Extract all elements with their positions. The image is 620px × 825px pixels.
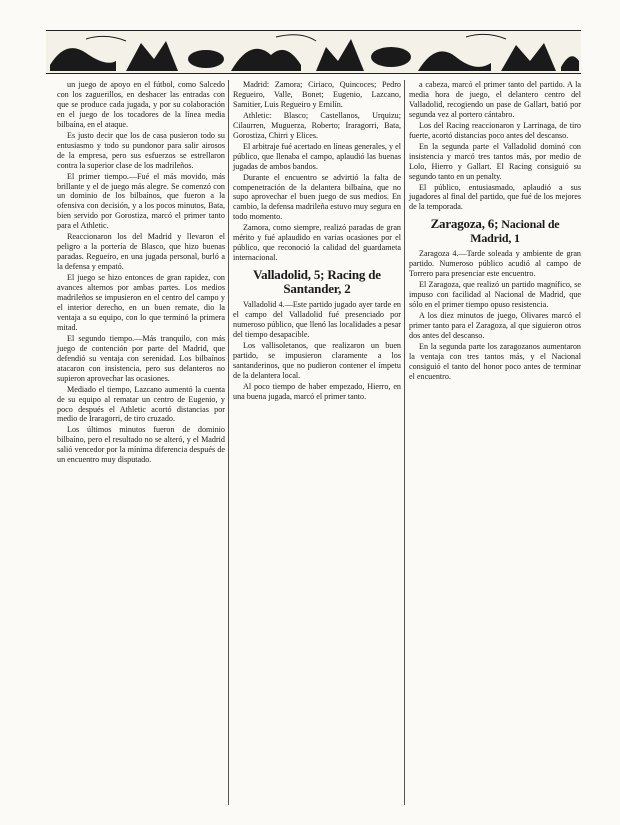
paragraph: En la segunda parte el Valladolid dominó con insistencia y marcó tres tantos más, por medio de Lolo, Hierro y Gallart. El Racing consiguió su segundo tanto en un penalty.: [409, 141, 581, 181]
paragraph: El arbitraje fué acertado en líneas generales, y el público, que llenaba el campo, aplaudió las buenas jugadas de ambos bandos.: [233, 141, 401, 171]
paragraph: un juego de apoyo en el fútbol, como Salcedo con los zaguerillos, en deshacer las entradas con que se produce cada jugada, y por su colaboración en el juego de los tocadores de la línea media bilbaína, en el ataque.: [57, 80, 225, 129]
paragraph: Los últimos minutos fueron de dominio bilbaíno, pero el resultado no se alteró, y el Madrid salió vencedor por la mínima diferencia después de un encuentro muy disputado.: [57, 425, 225, 465]
column-rule: [228, 80, 229, 805]
paragraph: Valladolid 4.—Este partido jugado ayer tarde en el campo del Valladolid fué presenciado por numeroso público, que llenó las localidades a pesar del tiempo desapacible.: [233, 300, 401, 340]
paragraph: El primer tiempo.—Fué el más movido, más brillante y el de juego más alegre. Se comenzó con un dominio de los bilbaínos, que fueron a la ofensiva con decisión, y a los pocos minutos, Bata, bien servido por Gorostiza, marcó el primer tanto para el Athletic.: [57, 171, 225, 231]
article-column-3: [409, 80, 581, 383]
paragraph: Los del Racing reaccionaron y Larrinaga, de tiro fuerte, acortó distancias poco antes del descanso.: [409, 120, 581, 140]
paragraph: El juego se hizo entonces de gran rapidez, con avances alternos por ambas partes. Los medios madrileños se impusieron en el centro del campo y el interior derecho, en un buen remate, dio la ventaja a su equipo, con lo que terminó la primera mitad.: [57, 273, 225, 332]
decorative-frieze: [46, 30, 581, 74]
section-heading-part: Zaragoza, 6;: [430, 216, 499, 232]
paragraph: El público, entusiasmado, aplaudió a sus jugadores al final del partido, que fué de los mejores de la temporada.: [409, 182, 581, 212]
paragraph: Zamora, como siempre, realizó paradas de gran mérito y fué aplaudido en varias ocasiones por el público, que reconoció la calidad del guardameta internacional.: [233, 223, 401, 263]
paragraph: Al poco tiempo de haber empezado, Hierro, en una buena jugada, marcó el primer tanto.: [233, 381, 401, 401]
paragraph: a cabeza, marcó el primer tanto del partido. A la media hora de juego, el delantero centro del Valladolid, recogiendo un pase de Gallart, batió por segunda vez al portero cántabro.: [409, 80, 581, 119]
paragraph: Reaccionaron los del Madrid y llevaron el peligro a la portería de Blasco, que hizo buenas paradas. Regueiro, en una jugada personal, burló a la defensa y empató.: [57, 232, 225, 272]
paragraph: Es justo decir que los de casa pusieron todo su entusiasmo y todo su pundonor para salir airosos de la empresa, pero sus esfuerzos se estrellaron contra la superior clase de los madrileños.: [57, 130, 225, 170]
paragraph: El segundo tiempo.—Más tranquilo, con más juego de contención por parte del Madrid, que defendió su ventaja con serenidad. Los bilbaínos atacaron con insistencia, pero sus delanteros no supieron aprovechar las ocasiones.: [57, 333, 225, 383]
section-heading: [409, 217, 581, 245]
paragraph: En la segunda parte los zaragozanos aumentaron la ventaja con tres tantos más, y el Nacional consiguió el tanto del honor poco antes de terminar el encuentro.: [409, 341, 581, 381]
paragraph: Athletic: Blasco; Castellanos, Urquizu; Cilaurren, Muguerza, Roberto; Iraragorri, Bata, Gorostiza, Chirri y Elices.: [233, 110, 401, 140]
paragraph: El Zaragoza, que realizó un partido magnífico, se impuso con facilidad al Nacional de Madrid, que sólo en el primer tiempo opuso resistencia.: [409, 280, 581, 310]
paragraph: A los diez minutos de juego, Olivares marcó el primer tanto para el Zaragoza, al que siguieron otros dos antes del descanso.: [409, 311, 581, 341]
paragraph: Durante el encuentro se advirtió la falta de compenetración de la delantera bilbaína, que no supo aprovechar el buen juego de sus medios. En cambio, la defensa madrileña estuvo muy segura en todo momento.: [233, 172, 401, 222]
paragraph: Madrid: Zamora; Ciriaco, Quincoces; Pedro Regueiro, Valle, Bonet; Eugenio, Lazcano, Samitier, Luis Regueiro y Emilín.: [233, 80, 401, 109]
paragraph: Zaragoza 4.—Tarde soleada y ambiente de gran partido. Numeroso público acudió al campo de Torrero para presenciar este encuentro.: [409, 249, 581, 279]
article-column-1: [57, 80, 225, 466]
article-column-2: [233, 80, 401, 403]
paragraph: Los vallisoletanos, que realizaron un buen partido, se impusieron claramente a los santanderinos, que no pudieron contener el ímpetu de la delantera local.: [233, 340, 401, 380]
section-heading-part: Nacional de Madrid, 1: [470, 217, 560, 246]
section-heading: Valladolid, 5; Racing de Santander, 2: [253, 267, 381, 297]
column-rule: [404, 80, 405, 805]
paragraph: Mediado el tiempo, Lazcano aumentó la cuenta de su equipo al rematar un centro de Eugenio, y poco después el Athletic acortó distancias por medio de Iraragorri, de tiro cruzado.: [57, 384, 225, 424]
